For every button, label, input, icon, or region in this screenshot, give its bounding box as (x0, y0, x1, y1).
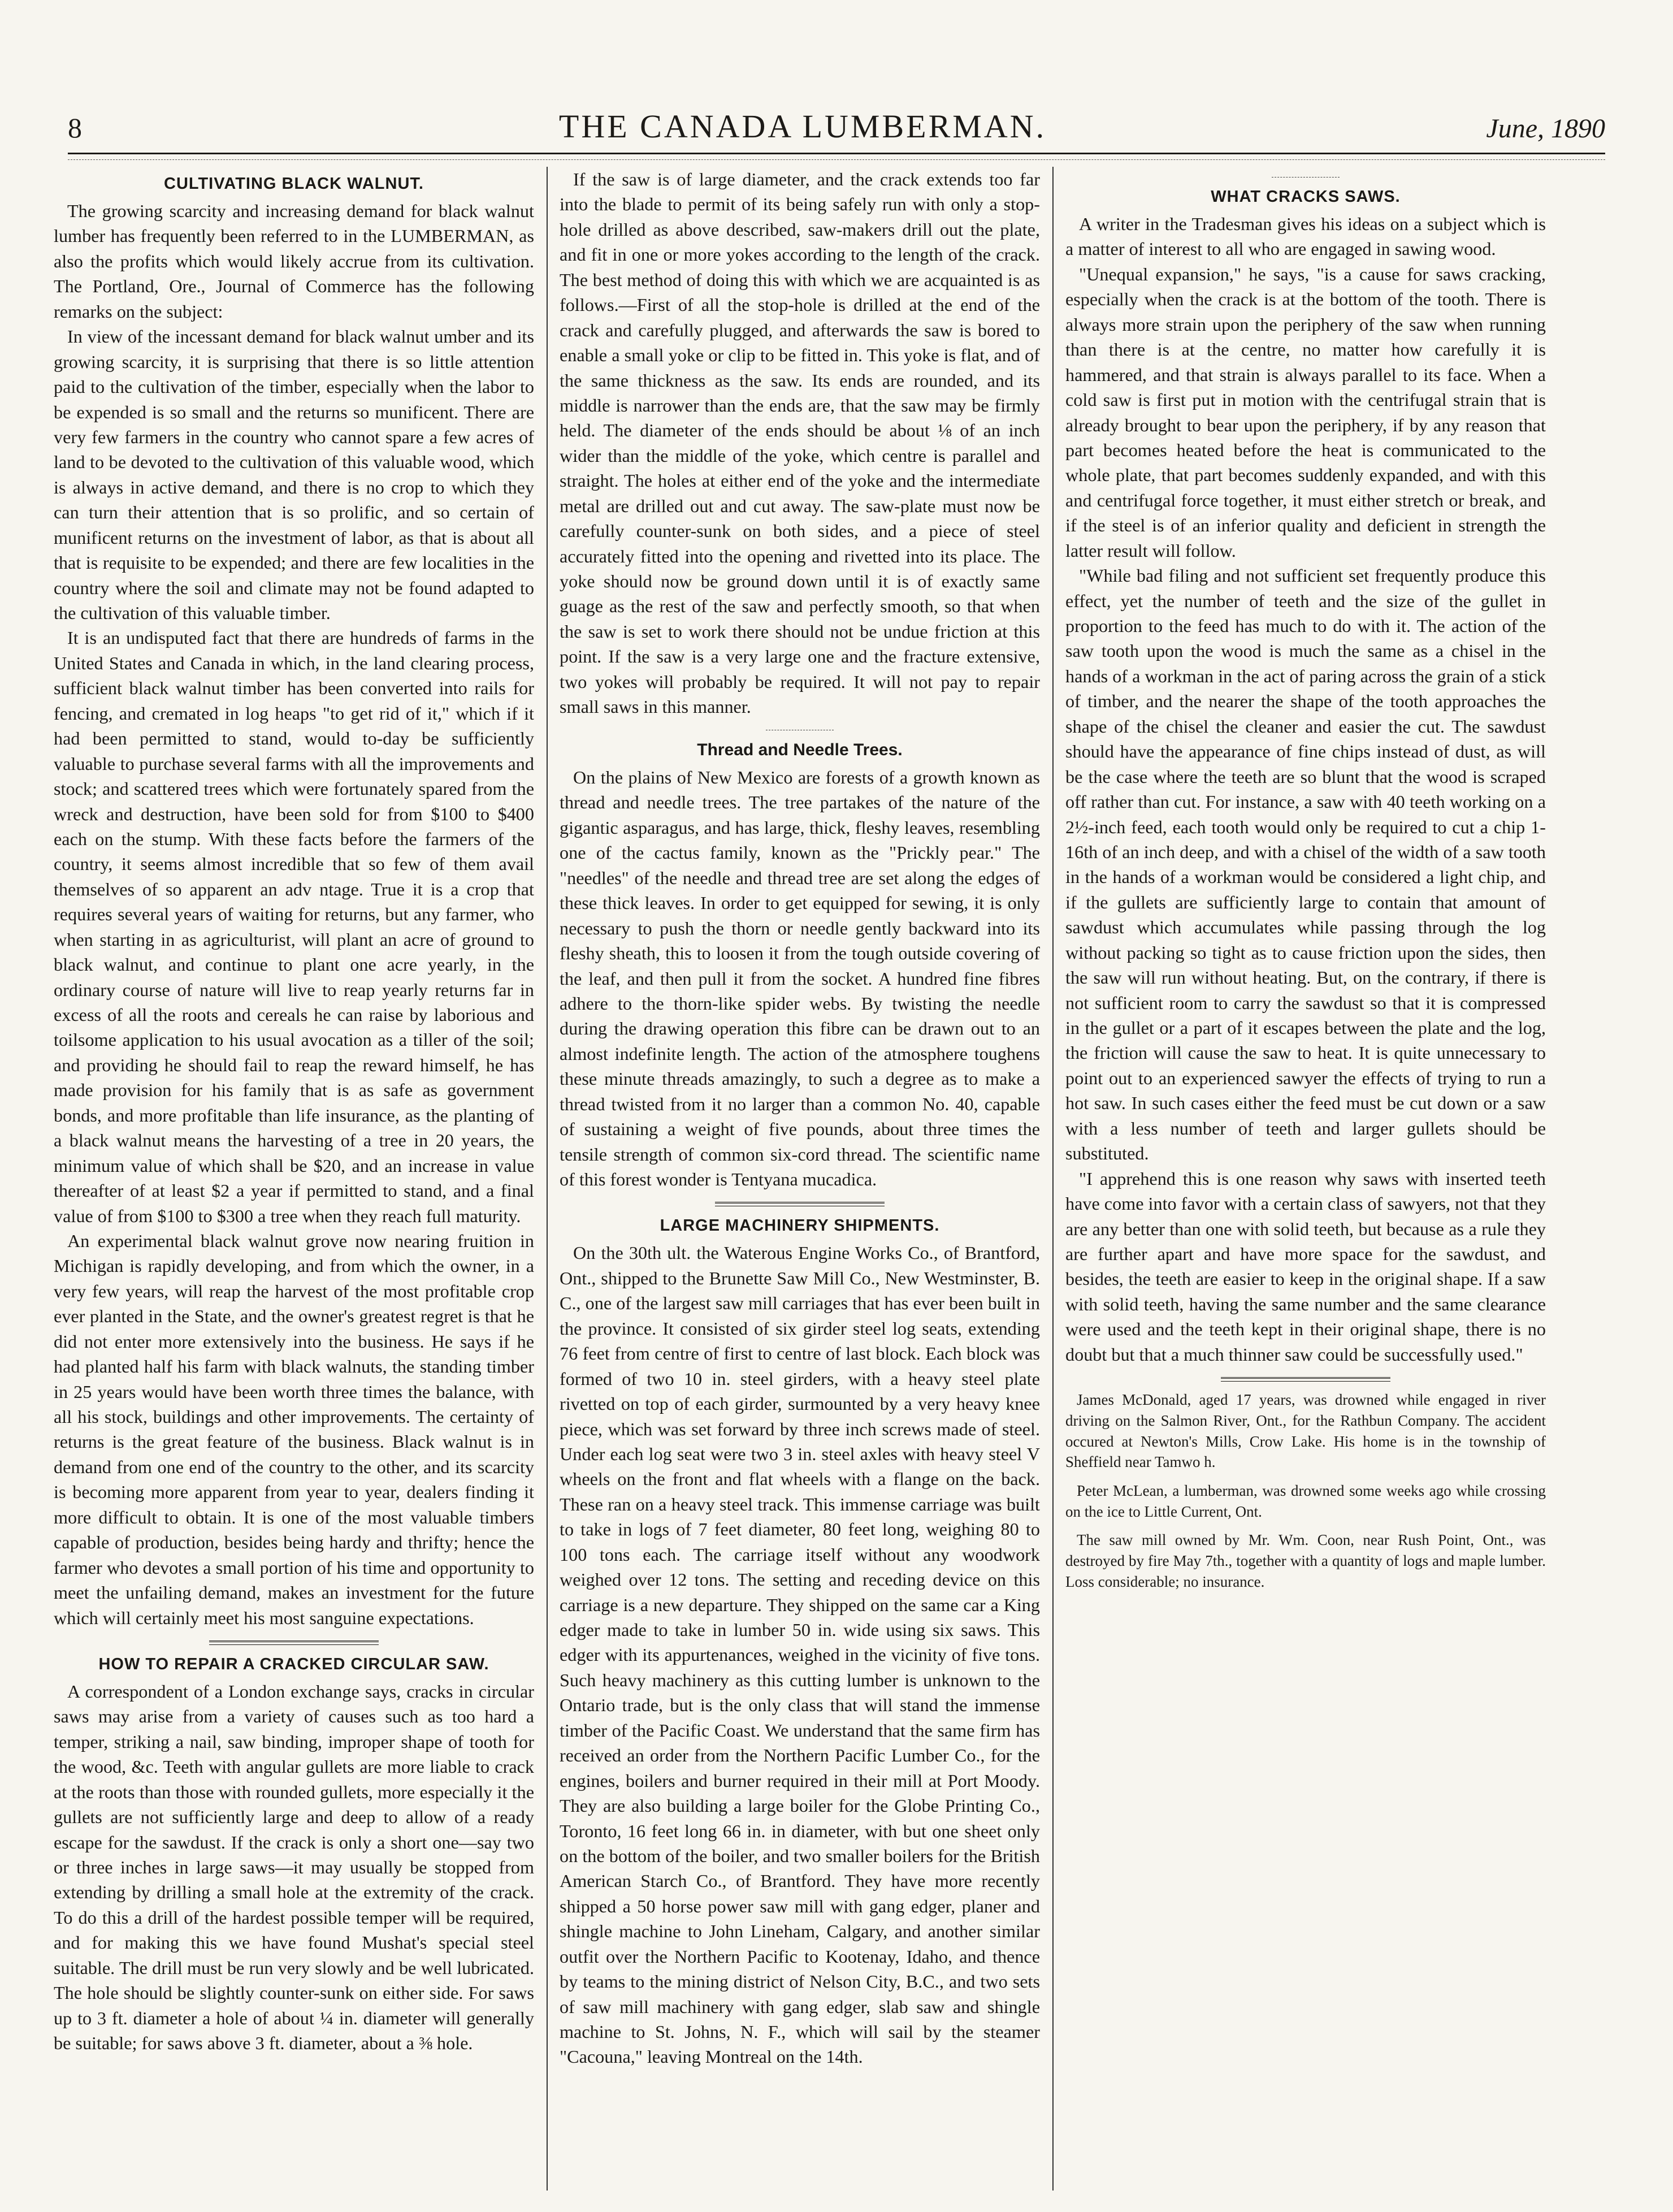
masthead-divider (68, 159, 1605, 160)
article-what-cracks-saws (1065, 185, 1546, 1367)
article-paragraph: It is an undisputed fact that there are hundreds of farms in the United States and Canada in which, in the land clearing process, sufficient black walnut timber has been converted into rails for fencing, and cremated in log heaps "to get rid of it," which if it had been permitted to stand, would to-day be sufficiently valuable to purchase several farms with all the improvements and stock; and scattered trees which were fortunately spared from the wreck and destruction, have been sold for from $100 to $400 each on the stump. With these facts before the farmers of the country, it seems almost incredible that so few of them avail themselves of so apparent an adv ntage. True it is a crop that requires several years of waiting for returns, but any farmer, who when starting in as agriculturist, will plant an acre of ground to black walnut, and continue to plant one acre yearly, in the ordinary course of nature will live to reap yearly returns far in excess of all the roots and cereals he can raise by laborious and toilsome application to his usual avocation as a tiller of the soil; and providing he should fail to reap the reward himself, he has made provision for his family that is as safe as government bonds, and more profitable than life insurance, as the planting of a black walnut means the harvesting of a tree in 20 years, the minimum value of which shall be $20, and an increase in value thereafter of at least $2 a year if permitted to stand, and a final value of from $100 to $300 a tree when they reach full maturity. (54, 627, 534, 1226)
article-machinery-shipments (560, 1214, 1040, 2069)
article-heading: LARGE MACHINERY SHIPMENTS. (660, 1217, 940, 1235)
article-heading: Thread and Needle Trees. (697, 740, 903, 759)
news-note: Peter McLean, a lumberman, was drowned some weeks ago while crossing on the ice to Little Current, Ont. (1065, 1482, 1546, 1520)
article-repair-saw-continued (560, 167, 1040, 720)
column-divider (547, 167, 548, 2191)
column-2 (560, 167, 1040, 2191)
article-heading: WHAT CRACKS SAWS. (1211, 188, 1401, 206)
article-paragraph: "Unequal expansion," he says, "is a cause for saws cracking, especially when the crack is at the bottom of the tooth. There is always more strain upon the periphery of the saw when running than there is at the centre, no matter how carefully it is hammered, and that strain is always parallel to its face. When a cold saw is first put in motion with the centrifugal strain that is already brought to bear upon the periphery, if by any reason that part becomes heated before the heat is communicated to the whole plate, that part becomes suddenly expanded, and with this and centrifugal force together, it must either stretch or break, and if the steel is of an inferior quality and deficient in strength the latter result will follow. (1065, 263, 1546, 561)
article-paragraph: If the saw is of large diameter, and the crack extends too far into the blade to permit of its being safely run with only a stop-hole drilled as above described, saw-makers drill out the plate, and fit in one or more yokes according to the length of the crack. The best method of doing this with which we are acquainted is as follows.—First of all the stop-hole is drilled at the end of the crack and carefully plugged, and afterwards the saw is bored to enable a small yoke or clip to be fitted in. This yoke is flat, and of the same thickness as the saw. Its ends are rounded, and its middle is narrower than the ends are, that the saw may be firmly held. The diameter of the ends should be about ⅛ of an inch wider than the middle of the yoke, which centre is parallel and straight. The holes at either end of the yoke and the intermediate metal are drilled out and cut away. The saw-plate must now be carefully counter-sunk on both sides, and a piece of steel accurately fitted into the opening and rivetted into its place. The yoke should now be ground down until it is of exactly same guage as the rest of the saw and perfectly smooth, so that when the saw is set to work there should not be undue friction at this point. If the saw is a very large one and the fracture extensive, two yokes will probably be required. It will not pay to repair small saws in this manner. (560, 169, 1040, 717)
article-paragraph: The growing scarcity and increasing demand for black walnut lumber has frequently been referred to in the LUMBERMAN, as also the profits which would likely accrue from its cultivation. The Portland, Ore., Journal of Commerce has the following remarks on the subject: (54, 201, 534, 322)
section-divider (209, 1640, 379, 1645)
article-thread-needle-trees (560, 738, 1040, 1192)
issue-date: June, 1890 (1486, 114, 1605, 144)
article-paragraph: "While bad filing and not sufficient set frequently produce this effect, yet the number of teeth and the size of the gullet in proportion to the feed has much to do with it. The action of the saw tooth upon the wood is much the same as a chisel in the hands of a workman in the act of paring across the grain of a stick of timber, and the nearer the shape of the tooth approaches the shape of the chisel the cleaner and easier the cut. The sawdust should have the appearance of fine chips instead of dust, as will be the case where the teeth are so blunt that the wood is scraped off rather than cut. For instance, a saw with 40 teeth working on a 2½-inch feed, each tooth would only be required to cut a chip 1-16th of an inch deep, and with a chisel of the width of a saw tooth in the hands of a workman would be considered a light chip, and if the gullets are sufficiently large to contain that amount of sawdust which accumulates while passing through the log without packing so tight as to cause friction upon the sides, then the saw will run without heating. But, on the contrary, if there is not sufficient room to carry the sawdust so that it is compressed in the gullet or a part of it escapes between the plate and the log, the friction will cause the saw to heat. It is quite unnecessary to point out to an experienced sawyer the effects of trying to run a hot saw. In such cases either the feed must be cut down or a saw with a less number of teeth and larger gullets should be substituted. (1065, 565, 1546, 1164)
article-paragraph: A writer in the Tradesman gives his ideas on a subject which is a matter of interest to all who are engaged in sawing wood. (1065, 214, 1546, 259)
article-repair-saw (54, 1653, 534, 2056)
column-1 (54, 167, 534, 2191)
article-black-walnut (54, 172, 534, 1630)
column-3 (1065, 167, 1546, 2191)
article-paragraph: "I apprehend this is one reason why saws with inserted teeth have come into favor with a certain class of sawyers, not that they are any better than one with solid teeth, but because as a rule they are further apart and have more space for the sawdust, and besides, the teeth are easier to keep in the original shape. If a saw with solid teeth, having the same number and the same clearance were used and the teeth kept in their original shape, there is no doubt but that a much thinner saw could be successfully used." (1065, 1168, 1546, 1365)
section-divider (1221, 1377, 1390, 1382)
masthead (68, 107, 1605, 154)
article-heading: HOW TO REPAIR A CRACKED CIRCULAR SAW. (98, 1655, 489, 1673)
news-note: James McDonald, aged 17 years, was drowned while engaged in river driving on the Salmon River, Ont., for the Rathbun Company. The accident occured at Newton's Mills, Crow Lake. His home is in the township of Sheffield near Tamwo h. (1065, 1391, 1546, 1471)
article-paragraph: An experimental black walnut grove now nearing fruition in Michigan is rapidly developing, and from which the owner, in a very few years, will reap the harvest of the most profitable crop ever planted in the State, and the owner's greatest regret is that he did not enter more extensively into the business. He says if he had planted half his farm with black walnuts, the standing timber in 25 years would have been worth three times the balance, with all his stock, buildings and other improvements. The certainty of returns is the great feature of the business. Black walnut is in demand from one end of the country to the other, and its scarcity is becoming more apparent from year to year, dealers finding it more difficult to obtain. It is one of the most valuable timbers capable of production, besides being hardy and thrifty; hence the farmer who devotes a small portion of his time and opportunity to meet the unfailing demand, makes an investment for the future which will certainly meet his most sanguine expectations. (54, 1230, 534, 1628)
column-divider (1052, 167, 1054, 2191)
news-notes (1065, 1389, 1546, 1592)
page-number: 8 (68, 112, 82, 144)
article-heading: CULTIVATING BLACK WALNUT. (164, 175, 424, 193)
article-paragraph: On the plains of New Mexico are forests of a growth known as thread and needle trees. The tree partakes of the nature of the gigantic asparagus, and has large, thick, fleshy leaves, resembling one of the cactus family, known as the "Prickly pear." The "needles" of the needle and thread tree are set along the edges of these thick leaves. In order to get equipped for sewing, it is only necessary to push the thorn or needle gently backward into its fleshy sheath, this to loosen it from the tough outside covering of the leaf, and then pull it from the socket. A hundred fine fibres adhere to the thorn-like spider webs. By twisting the needle during the drawing operation this fibre can be drawn out to an almost indefinite length. The action of the atmosphere toughens these minute threads amazingly, to such a degree as to make a thread twisted from it no larger than a common No. 40, capable of sustaining a weight of five pounds, about three times the tensile strength of common six-cord thread. The scientific name of this forest wonder is Tentyana mucadica. (560, 767, 1040, 1190)
article-paragraph: In view of the incessant demand for black walnut umber and its growing scarcity, it is surprising that there is so little attention paid to the cultivation of the timber, especially when the labor to be expended is so small and the returns so munificent. There are very few farmers in the country who cannot spare a few acres of land to be devoted to the cultivation of this valuable wood, which is always in active demand, and there is no crop to which they can turn their attention that is so prolific, and so certain of munificent returns on the investment of labor, as that is about all that is requisite to be expended; and there are few localities in the country where the soil and climate may not be found adapted to the cultivation of this valuable timber. (54, 326, 534, 624)
newspaper-title: THE CANADA LUMBERMAN. (558, 108, 1047, 145)
section-divider (1272, 177, 1340, 178)
article-paragraph: A correspondent of a London exchange says, cracks in circular saws may arise from a variety of causes such as too hard a temper, striking a nail, saw binding, improper shape of tooth for the wood, &c. Teeth with angular gullets are more liable to crack at the roots than those with rounded gullets, more especially it the gullets are not sufficiently large and deep to allow of a ready escape for the sawdust. If the crack is only a short one—say two or three inches in large saws—it may usually be stopped from extending by drilling a small hole at the extremity of the crack. To do this a drill of the hardest possible temper will be required, and for making this we have found Mushat's special steel suitable. The drill must be run very slowly and be well lubricated. The hole should be slightly counter-sunk on either side. For saws up to 3 ft. diameter a hole of about ¼ in. diameter will generally be suitable; for saws above 3 ft. diameter, about a ⅜ hole. (54, 1681, 534, 2054)
article-paragraph: On the 30th ult. the Waterous Engine Works Co., of Brantford, Ont., shipped to the Brunette Saw Mill Co., New Westminster, B. C., one of the largest saw mill carriages that has ever been built in the province. It consisted of six girder steel log seats, extending 76 feet from centre of first to centre of last block. Each block was formed of two 10 in. steel girders, with a heavy steel plate rivetted on top of each girder, surmounted by a very heavy knee piece, which was set forward by three inch screws made of steel. Under each log seat were two 3 in. steel axles with heavy steel V wheels on the front and flat wheels with a flange on the back. These ran on a heavy steel track. This immense carriage was built to take in logs of 7 feet diameter, 80 feet long, weighing 80 to 100 tons each. The carriage itself without any woodwork weighed over 12 tons. The setting and receding device on this carriage is a new departure. They shipped on the same car a King edger made to take in lumber 50 in. wide using six saws. This edger with its appurtenances, weighed in the vicinity of five tons. Such heavy machinery as this cutting lumber is unknown to the Ontario trade, but is the only class that will stand the immense timber of the Pacific Coast. We understand that the same firm has received an order from the Northern Pacific Lumber Co., for the engines, boilers and burner required in their mill at Port Moody. They are also building a large boiler for the Globe Printing Co., Toronto, 16 feet long 66 in. in diameter, with but one sheet only on the bottom of the boiler, and two smaller boilers for the British American Starch Co., of Brantford. They have more recently shipped a 50 horse power saw mill with gang edger, planer and shingle machine to John Lineham, Calgary, and another similar outfit over the Northern Pacific to Kootenay, Idaho, and thence by teams to the mining district of Nelson City, B.C., and two sets of saw mill machinery with gang edger, slab saw and shingle machine to St. Johns, N. F., which will sail by the steamer "Cacouna," leaving Montreal on the 14th. (560, 1243, 1040, 2067)
news-note: The saw mill owned by Mr. Wm. Coon, near Rush Point, Ont., was destroyed by fire May 7th., together with a quantity of logs and maple lumber. Loss considerable; no insurance. (1065, 1531, 1546, 1590)
section-divider (715, 1202, 885, 1206)
